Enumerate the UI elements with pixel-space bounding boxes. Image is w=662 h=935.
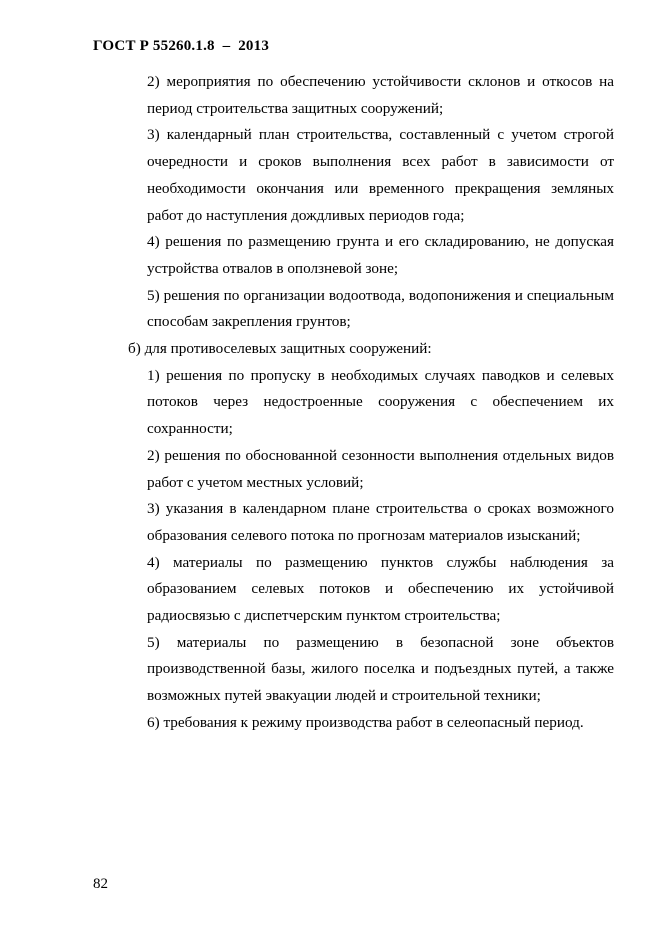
list-item-slope-stability: 2) мероприятия по обеспечению устойчивости склонов и откосов на период строительства защитных сооружений; — [147, 73, 614, 117]
list-item-seasonality: 2) решения по обоснованной сезонности выполнения отдельных видов работ с учетом местных условий; — [147, 446, 614, 491]
document-header: ГОСТ Р 55260.1.8 – 2013 — [93, 38, 270, 54]
list-item-drainage: 5) решения по организации водоотвода, водопонижения и специальным способам закрепления грунтов; — [147, 286, 614, 331]
document-body — [128, 69, 614, 737]
list-item-construction-schedule: 3) календарный план строительства, составленный с учетом строгой очередности и сроков выполнения всех работ в зависимости от необходимости окончания или временного прекращения земляных работ до наступления дождливых периодов года; — [147, 126, 614, 224]
list-item-work-regime: 6) требования к режиму производства работ в селеопасный период. — [147, 713, 584, 731]
section-mudflow-structures: б) для противоселевых защитных сооружений: — [128, 340, 432, 358]
list-item-observation-posts: 4) материалы по размещению пунктов службы наблюдения за образованием селевых потоков и обеспечению их устойчивой радиосвязью с диспетчерским пунктом строительства; — [147, 553, 614, 625]
list-item-mudflow-timing: 3) указания в календарном плане строительства о сроках возможного образования селевого потока по прогнозам материалов изысканий; — [147, 500, 614, 544]
list-item-soil-placement: 4) решения по размещению грунта и его складированию, не допуская устройства отвалов в оползневой зоне; — [147, 233, 614, 277]
list-item-flood-passage: 1) решения по пропуску в необходимых случаях паводков и селевых потоков через недостроенные сооружения с обеспечением их сохранности; — [147, 366, 614, 438]
page-number: 82 — [93, 876, 108, 892]
list-item-safe-zone: 5) материалы по размещению в безопасной зоне объектов производственной базы, жилого поселка и подъездных путей, а также возможных путей эвакуации людей и строительной техники; — [147, 633, 614, 705]
